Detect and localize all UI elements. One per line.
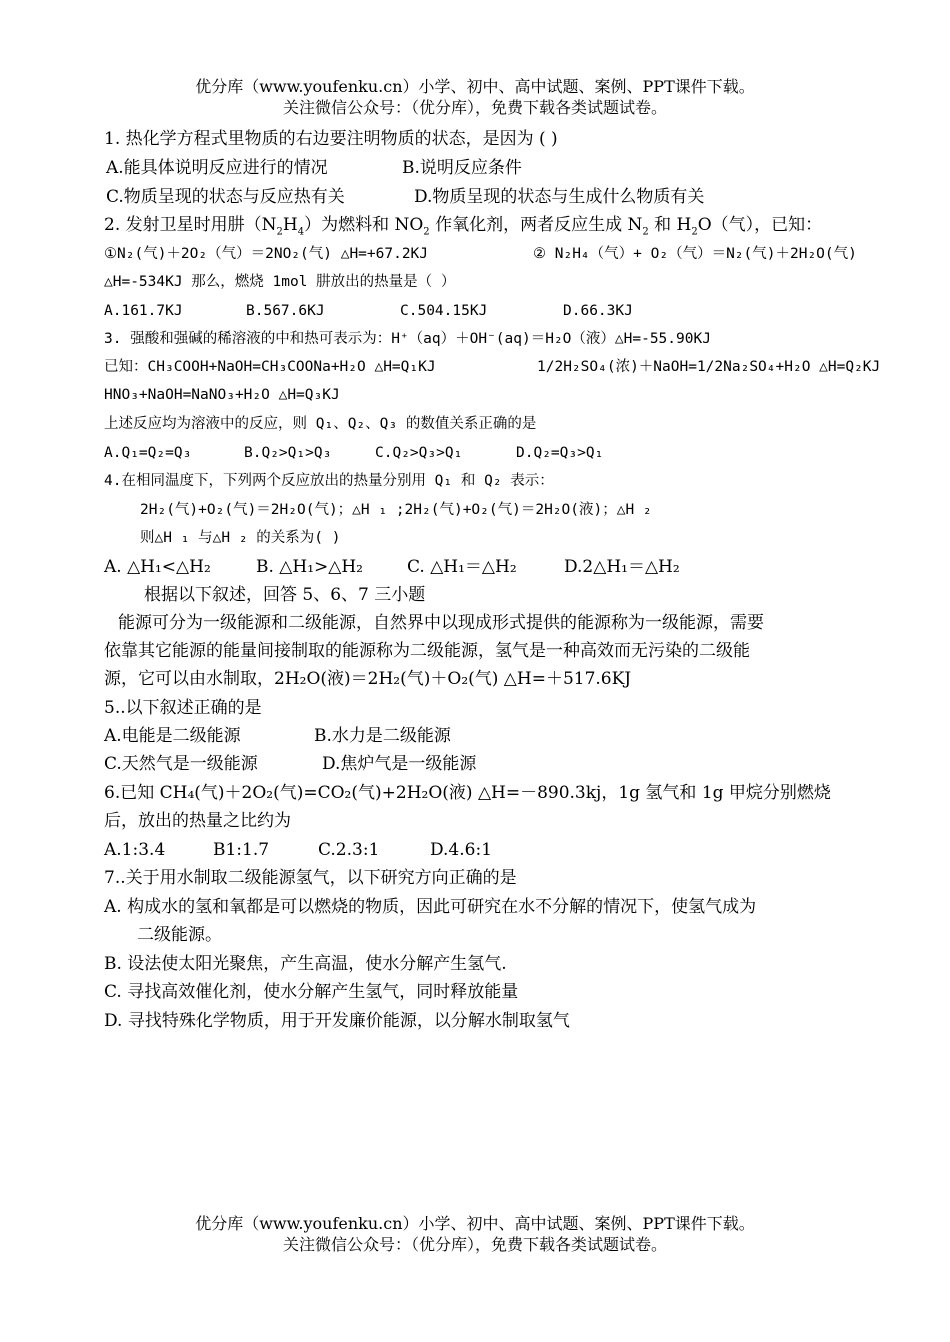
q2-subscript: 2	[423, 226, 430, 238]
q2-stem-part: 和 H	[648, 215, 692, 235]
passage-line-2: 依靠其它能源的能量间接制取的能源称为二级能源，氢气是一种高效而无污染的二级能	[104, 641, 750, 661]
q1-option-c: C.物质呈现的状态与反应热有关	[106, 187, 345, 207]
q6-stem-2: 后，放出的热量之比约为	[104, 811, 291, 831]
q4-option-c: C. △H₁＝△H₂	[407, 557, 517, 577]
q7-option-c: C. 寻找高效催化剂，使水分解产生氢气，同时释放能量	[104, 982, 519, 1002]
q2-equation-2: ② N₂H₄（气）+ O₂（气）＝N₂(气)＋2H₂O(气)	[533, 246, 857, 262]
q7-option-d: D. 寻找特殊化学物质，用于开发廉价能源，以分解水制取氢气	[104, 1011, 570, 1031]
q2-subscript: 2	[642, 226, 649, 238]
q2-stem-part: O（气），已知：	[697, 215, 823, 235]
q1-option-a: A.能具体说明反应进行的情况	[106, 158, 328, 178]
q3-option-b: B.Q₂>Q₁>Q₃	[244, 445, 332, 461]
q3-known-2: 1/2H₂SO₄(浓)＋NaOH=1/2Na₂SO₄+H₂O △H=Q₂KJ	[537, 359, 881, 375]
q4-stem: 4.在相同温度下，下列两个反应放出的热量分别用 Q₁ 和 Q₂ 表示：	[104, 473, 554, 489]
q2-subscript: 2	[276, 226, 283, 238]
q7-option-b: B. 设法使太阳光聚焦，产生高温，使水分解产生氢气.	[104, 954, 507, 974]
footer-line-1: 优分库（www.youfenku.cn）小学、初中、高中试题、案例、PPT课件下载。	[195, 1214, 755, 1233]
q2-stem: 2. 发射卫星时用肼$(N_2H_4)$为燃料和 $NO_2$ 作氧化剂，两者反应生成 $N_2$ 和 $H_2O$（气），已知：	[104, 215, 823, 238]
q2-subscript: 4	[297, 226, 305, 238]
passage-intro: 根据以下叙述，回答 5、6、7 三小题	[144, 585, 426, 605]
q1-option-b: B.说明反应条件	[402, 158, 522, 178]
q4-equations: 2H₂(气)+O₂(气)＝2H₂O(气)；△H ₁ ;2H₂(气)+O₂(气)＝2H₂O(液)；△H ₂	[140, 502, 652, 518]
q6-stem-1: 6.已知 CH₄(气)＋2O₂(气)=CO₂(气)+2H₂O(液) △H=－890.3kj，1g 氢气和 1g 甲烷分别燃烧	[104, 783, 831, 803]
q3-known-3: HNO₃+NaOH=NaNO₃+H₂O △H=Q₃KJ	[104, 387, 340, 403]
q6-option-a: A.1:3.4	[104, 840, 166, 860]
passage-line-3: 源，它可以由水制取，2H₂O(液)＝2H₂(气)＋O₂(气) △H=＋517.6KJ	[104, 669, 632, 689]
page-header	[0, 76, 950, 118]
q2-option-b: B.567.6KJ	[246, 303, 325, 319]
q7-stem: 7..关于用水制取二级能源氢气，以下研究方向正确的是	[104, 868, 517, 888]
q5-option-c: C.天然气是一级能源	[104, 754, 258, 774]
q7-option-a-line-1: A. 构成水的氢和氧都是可以燃烧的物质，因此可研究在水不分解的情况下，使氢气成为	[104, 897, 757, 917]
q2-equation-1: ①N₂(气)＋2O₂（气）＝2NO₂(气) △H=+67.2KJ	[104, 246, 429, 262]
q3-option-d: D.Q₂=Q₃>Q₁	[516, 445, 604, 461]
footer-line-2: 关注微信公众号：（优分库），免费下载各类试题试卷。	[282, 1235, 667, 1254]
q5-option-a: A.电能是二级能源	[104, 726, 241, 746]
q2-equation-3: △H=-534KJ 那么，燃烧 1mol 肼放出的热量是（ ）	[104, 274, 456, 290]
q4-option-a: A. △H₁<△H₂	[104, 557, 211, 577]
q5-option-b: B.水力是二级能源	[314, 726, 451, 746]
header-line-2: 关注微信公众号：（优分库），免费下载各类试题试卷。	[282, 98, 667, 117]
q4-option-d: D.2△H₁＝△H₂	[564, 557, 680, 577]
q5-option-d: D.焦炉气是一级能源	[322, 754, 477, 774]
q3-stem: 3. 强酸和强碱的稀溶液的中和热可表示为：H⁺（aq）＋OH⁻(aq)＝H₂O（液）△H=-55.90KJ	[104, 331, 711, 347]
q2-stem-part: 作氧化剂，两者反应生成 N	[429, 215, 643, 235]
q3-known-1: 已知：CH₃COOH+NaOH=CH₃COONa+H₂O △H=Q₁KJ	[104, 359, 436, 375]
q1-stem: 1. 热化学方程式里物质的右边要注明物质的状态，是因为 ( )	[104, 129, 558, 149]
page-footer	[0, 1213, 950, 1255]
q2-subscript: 2	[691, 226, 698, 238]
q3-option-a: A.Q₁=Q₂=Q₃	[104, 445, 192, 461]
q2-option-a: A.161.7KJ	[104, 303, 183, 319]
q6-option-c: C.2.3:1	[318, 840, 380, 860]
q5-stem: 5..以下叙述正确的是	[104, 698, 262, 718]
q2-stem-part: ）为燃料和 NO	[304, 215, 424, 235]
q2-option-c: C.504.15KJ	[400, 303, 488, 319]
header-line-1: 优分库（www.youfenku.cn）小学、初中、高中试题、案例、PPT课件下载。	[195, 77, 755, 96]
q6-option-d: D.4.6:1	[430, 840, 493, 860]
q3-note: 上述反应均为溶液中的反应，则 Q₁、Q₂、Q₃ 的数值关系正确的是	[104, 416, 537, 432]
q4-question: 则△H ₁ 与△H ₂ 的关系为( )	[140, 530, 341, 546]
q2-stem-part: 2. 发射卫星时用肼（N	[104, 215, 277, 235]
q6-option-b: B1:1.7	[213, 840, 270, 860]
passage-line-1: 能源可分为一级能源和二级能源，自然界中以现成形式提供的能源称为一级能源，需要	[118, 613, 764, 633]
q2-option-d: D.66.3KJ	[563, 303, 633, 319]
q7-option-a-line-2: 二级能源。	[137, 925, 222, 945]
q4-option-b: B. △H₁>△H₂	[256, 557, 363, 577]
q1-option-d: D.物质呈现的状态与生成什么物质有关	[414, 187, 705, 207]
q3-option-c: C.Q₂>Q₃>Q₁	[375, 445, 463, 461]
